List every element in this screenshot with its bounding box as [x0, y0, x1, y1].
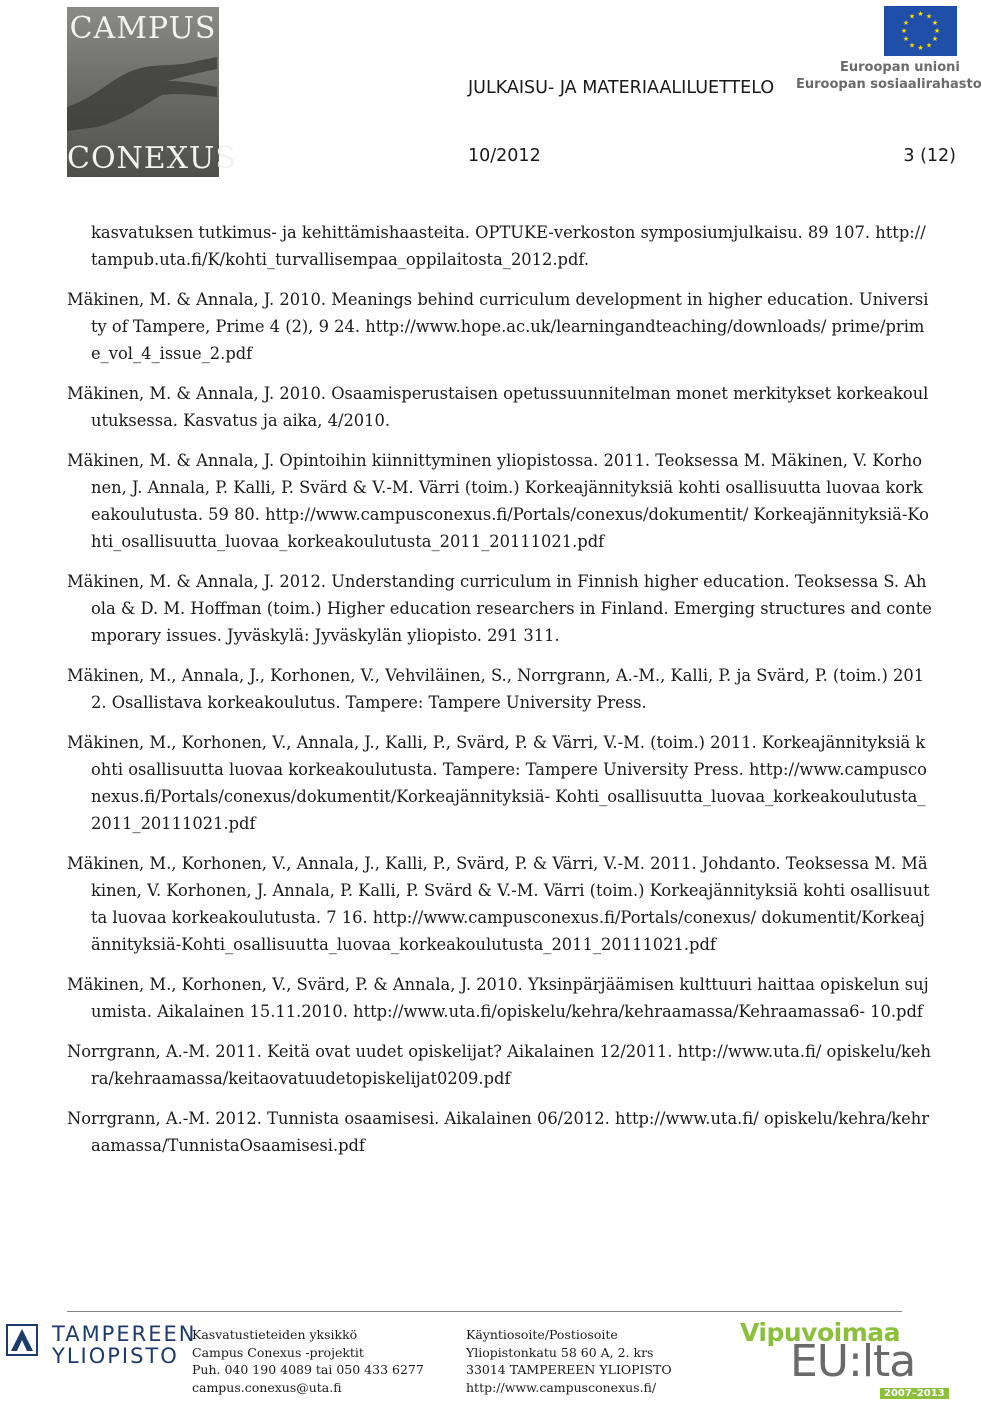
reference-item: Mäkinen, M., Korhonen, V., Annala, J., Kalli, P., Svärd, P. & Värri, V.-M. (toim.) 2011. Korkeajännityksiä kohti osallisuutta luovaa korkeakoulutusta. Tampere: Tampere University Press. http://www.campusconexus.fi/Portals/conexus/dokumentit/Korkeajännityksiä- Kohti_osallisuutta_luovaa_korkeakoulutusta_2011_20111021.pdf: [67, 733, 927, 833]
university-name-line2: YLIOPISTO: [52, 1344, 179, 1368]
reference-item: Norrgrann, A.-M. 2012. Tunnista osaamisesi. Aikalainen 06/2012. http://www.uta.fi/ opiskelu/kehra/kehraamassa/TunnistaOsaamisesi.pdf: [67, 1109, 930, 1155]
eu-label: Euroopan unioni: [840, 60, 960, 75]
reference-item: Mäkinen, M. & Annala, J. Opintoihin kiinnittyminen yliopistossa. 2011. Teoksessa M. Mäkinen, V. Korhonen, J. Annala, P. Kalli, P. Svärd & V.-M. Värri (toim.) Korkeajännityksiä kohti osallisuutta luovaa korkeakoulutusta. 59 80. http://www.campusconexus.fi/Portals/conexus/dokumentit/ Korkeajännityksiä-Kohti_osallisuutta_luovaa_korkeakoulutusta_2011_20111021.pdf: [67, 451, 929, 551]
reference-list: [67, 219, 932, 1172]
svg-text:★: ★: [925, 12, 933, 21]
university-name-line1: TAMPEREEN: [52, 1322, 197, 1346]
reference-item: Norrgrann, A.-M. 2011. Keitä ovat uudet opiskelijat? Aikalainen 12/2011. http://www.uta.fi/ opiskelu/kehra/kehraamassa/keitaovatuudetopiskelijat0209.pdf: [67, 1042, 931, 1088]
svg-text:★: ★: [931, 19, 939, 27]
reference-item: kasvatuksen tutkimus- ja kehittämishaasteita. OPTUKE-verkoston symposiumjulkaisu. 89 107. http://tampub.uta.fi/K/kohti_turvallisempaa_oppilaitosta_2012.pdf.: [91, 223, 926, 269]
logo-conexus-text: CONEXUS: [67, 141, 237, 176]
vipuvoimaa-logo-text: Vipuvoimaa: [740, 1318, 901, 1347]
university-name: [52, 1323, 196, 1367]
footer-divider: [67, 1311, 902, 1312]
campus-conexus-logo: [67, 7, 237, 177]
reference-item: Mäkinen, M. & Annala, J. 2012. Understanding curriculum in Finnish higher education. Teoksessa S. Ahola & D. M. Hoffman (toim.) Higher education researchers in Finland. Emerging structures and contemporary issues. Jyväskylä: Jyväskylän yliopisto. 291 311.: [67, 572, 932, 645]
program-years: 2007–2013: [880, 1388, 949, 1399]
hand-icon: [67, 47, 219, 142]
footer-address-column: [466, 1326, 672, 1396]
page-number: 3 (12): [903, 146, 956, 166]
reference-item: Mäkinen, M. & Annala, J. 2010. Meanings behind curriculum development in higher education. University of Tampere, Prime 4 (2), 9 24. http://www.hope.ac.uk/learningandteaching/downloads/ prime/prime_vol_4_issue_2.pdf: [67, 290, 929, 363]
tampere-university-emblem-icon: [7, 1325, 37, 1355]
document-title: JULKAISU- JA MATERIAALILUETTELO: [468, 78, 775, 98]
footer-phone: Puh. 040 190 4089 tai 050 433 6277: [192, 1362, 424, 1377]
logo-campus-text: CAMPUS: [69, 11, 217, 46]
footer-address-label: Käyntiosoite/Postiosoite: [466, 1327, 618, 1342]
svg-text:★: ★: [902, 35, 910, 43]
svg-text:★: ★: [933, 27, 941, 35]
reference-item: Mäkinen, M. & Annala, J. 2010. Osaamisperustaisen opetussuunnitelman monet merkitykset korkeakoulutuksessa. Kasvatus ja aika, 4/2010.: [67, 384, 929, 430]
svg-text:★: ★: [917, 44, 924, 52]
eu-lta-logo-text: EU:lta: [790, 1336, 916, 1387]
eu-flag-icon: [884, 6, 957, 56]
reference-item: Mäkinen, M., Korhonen, V., Svärd, P. & Annala, J. 2010. Yksinpärjäämisen kulttuuri haittaa opiskelun sujumista. Aikalainen 15.11.2010. http://www.uta.fi/opiskelu/kehra/kehraamassa/Kehraamassa6- 10.pdf: [67, 975, 929, 1021]
svg-text:★: ★: [900, 27, 908, 35]
document-date: 10/2012: [468, 146, 541, 166]
footer-unit: Kasvatustieteiden yksikkö: [192, 1327, 358, 1342]
svg-text:★: ★: [917, 10, 924, 18]
footer-postal: 33014 TAMPEREEN YLIOPISTO: [466, 1362, 672, 1377]
footer-email[interactable]: campus.conexus@uta.fi: [192, 1379, 342, 1395]
footer-contact-column: [192, 1326, 424, 1396]
svg-text:★: ★: [908, 41, 916, 50]
svg-text:★: ★: [931, 35, 939, 43]
svg-text:★: ★: [925, 41, 933, 50]
footer-website[interactable]: http://www.campusconexus.fi/: [466, 1379, 657, 1395]
reference-item: Mäkinen, M., Annala, J., Korhonen, V., Vehviläinen, S., Norrgrann, A.-M., Kalli, P. ja Svärd, P. (toim.) 2012. Osallistava korkeakoulutus. Tampere: Tampere University Press.: [67, 666, 925, 712]
footer-street: Yliopistonkatu 58 60 A, 2. krs: [466, 1344, 654, 1360]
svg-text:★: ★: [902, 19, 910, 27]
reference-item: Mäkinen, M., Korhonen, V., Annala, J., Kalli, P., Svärd, P. & Värri, V.-M. 2011. Johdanto. Teoksessa M. Mäkinen, V. Korhonen, J. Annala, P. Kalli, P. Svärd & V.-M. Värri (toim.) Korkeajännityksiä kohti osallisuutta luovaa korkeakoulutusta. 7 16. http://www.campusconexus.fi/Portals/conexus/ dokumentit/Korkeajännityksiä-Kohti_osallisuutta_luovaa_korkeakoulutusta_2011_20111021.pdf: [67, 854, 930, 954]
esf-label: Euroopan sosiaalirahasto: [796, 77, 982, 92]
footer-project: Campus Conexus -projektit: [192, 1344, 364, 1360]
svg-text:★: ★: [908, 12, 916, 21]
